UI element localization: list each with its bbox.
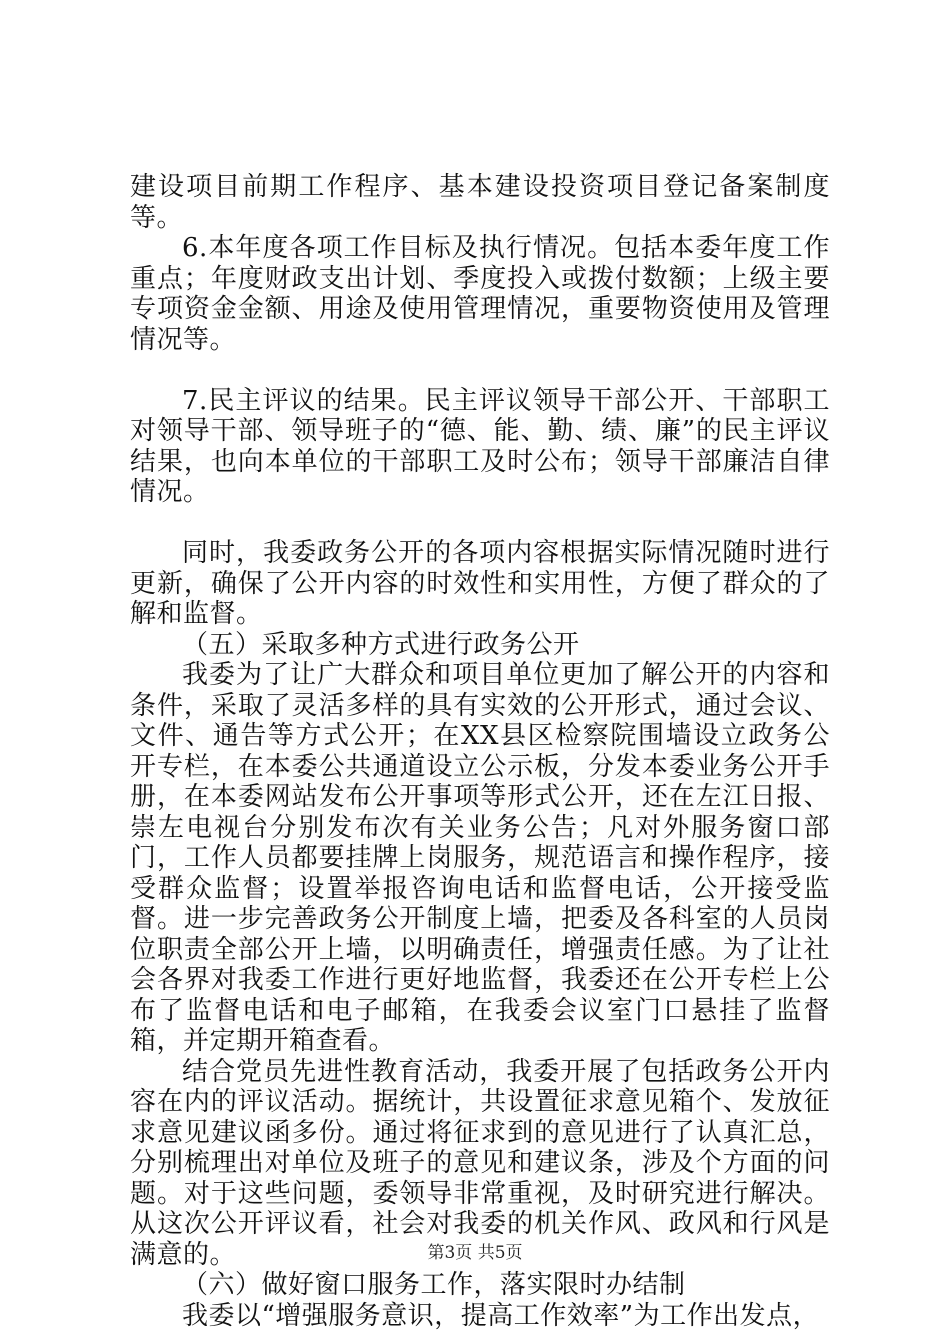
page-number-footer: 第3页 共5页 [427, 1243, 523, 1263]
section-heading-6: （六）做好窗口服务工作，落实限时办结制 [182, 1270, 686, 1300]
section-heading-5: （五）采取多种方式进行政务公开 [182, 629, 580, 660]
paragraph-update-note: 同时，我委政务公开的各项内容根据实际情况随时进行更新，确保了公开内容的时效性和实用性，方便了群众的了解和监督。 [130, 538, 830, 629]
paragraph-evaluation-activity: 结合党员先进性教育活动，我委开展了包括政务公开内容在内的评议活动。据统计，共设置征求意见箱个、发放征求意见建议函多份。通过将征求到的意见进行了认真汇总，分别梳理出对单位及班子的意见和建议条，涉及个方面的问题。对于这些问题，委领导非常重视，及时研究进行解决。从这次公开评议看，社会对我委的机关作风、政风和行风是满意的。 [130, 1056, 830, 1270]
paragraph-window-service: 我委以“增强服务意识，提高工作效率”为工作出发点， [182, 1300, 820, 1331]
paragraph-item-7: 7.民主评议的结果。民主评议领导干部公开、干部职工对领导干部、领导班子的“德、能、勤、绩、廉”的民主评议结果，也向本单位的干部职工及时公布；领导干部廉洁自律情况。 [130, 385, 830, 507]
document-body [130, 172, 830, 1331]
paragraph-item-6: 6.本年度各项工作目标及执行情况。包括本委年度工作重点；年度财政支出计划、季度投入或拨付数额；上级主要专项资金金额、用途及使用管理情况，重要物资使用及管理情况等。 [130, 233, 830, 355]
paragraph-continuation: 建设项目前期工作程序、基本建设投资项目登记备案制度等。 [130, 172, 830, 233]
paragraph-disclosure-methods: 我委为了让广大群众和项目单位更加了解公开的内容和条件，采取了灵活多样的具有实效的公开形式，通过会议、文件、通告等方式公开；在XX县区检察院围墙设立政务公开专栏，在本委公共通道设立公示板，分发本委业务公开手册，在本委网站发布公开事项等形式公开，还在左江日报、崇左电视台分别发布次有关业务公告；凡对外服务窗口部门，工作人员都要挂牌上岗服务，规范语言和操作程序，接受群众监督；设置举报咨询电话和监督电话，公开接受监督。进一步完善政务公开制度上墙，把委及各科室的人员岗位职责全部公开上墙，以明确责任，增强责任感。为了让社会各界对我委工作进行更好地监督，我委还在公开专栏上公布了监督电话和电子邮箱，在我委会议室门口悬挂了监督箱，并定期开箱查看。 [130, 660, 830, 1056]
